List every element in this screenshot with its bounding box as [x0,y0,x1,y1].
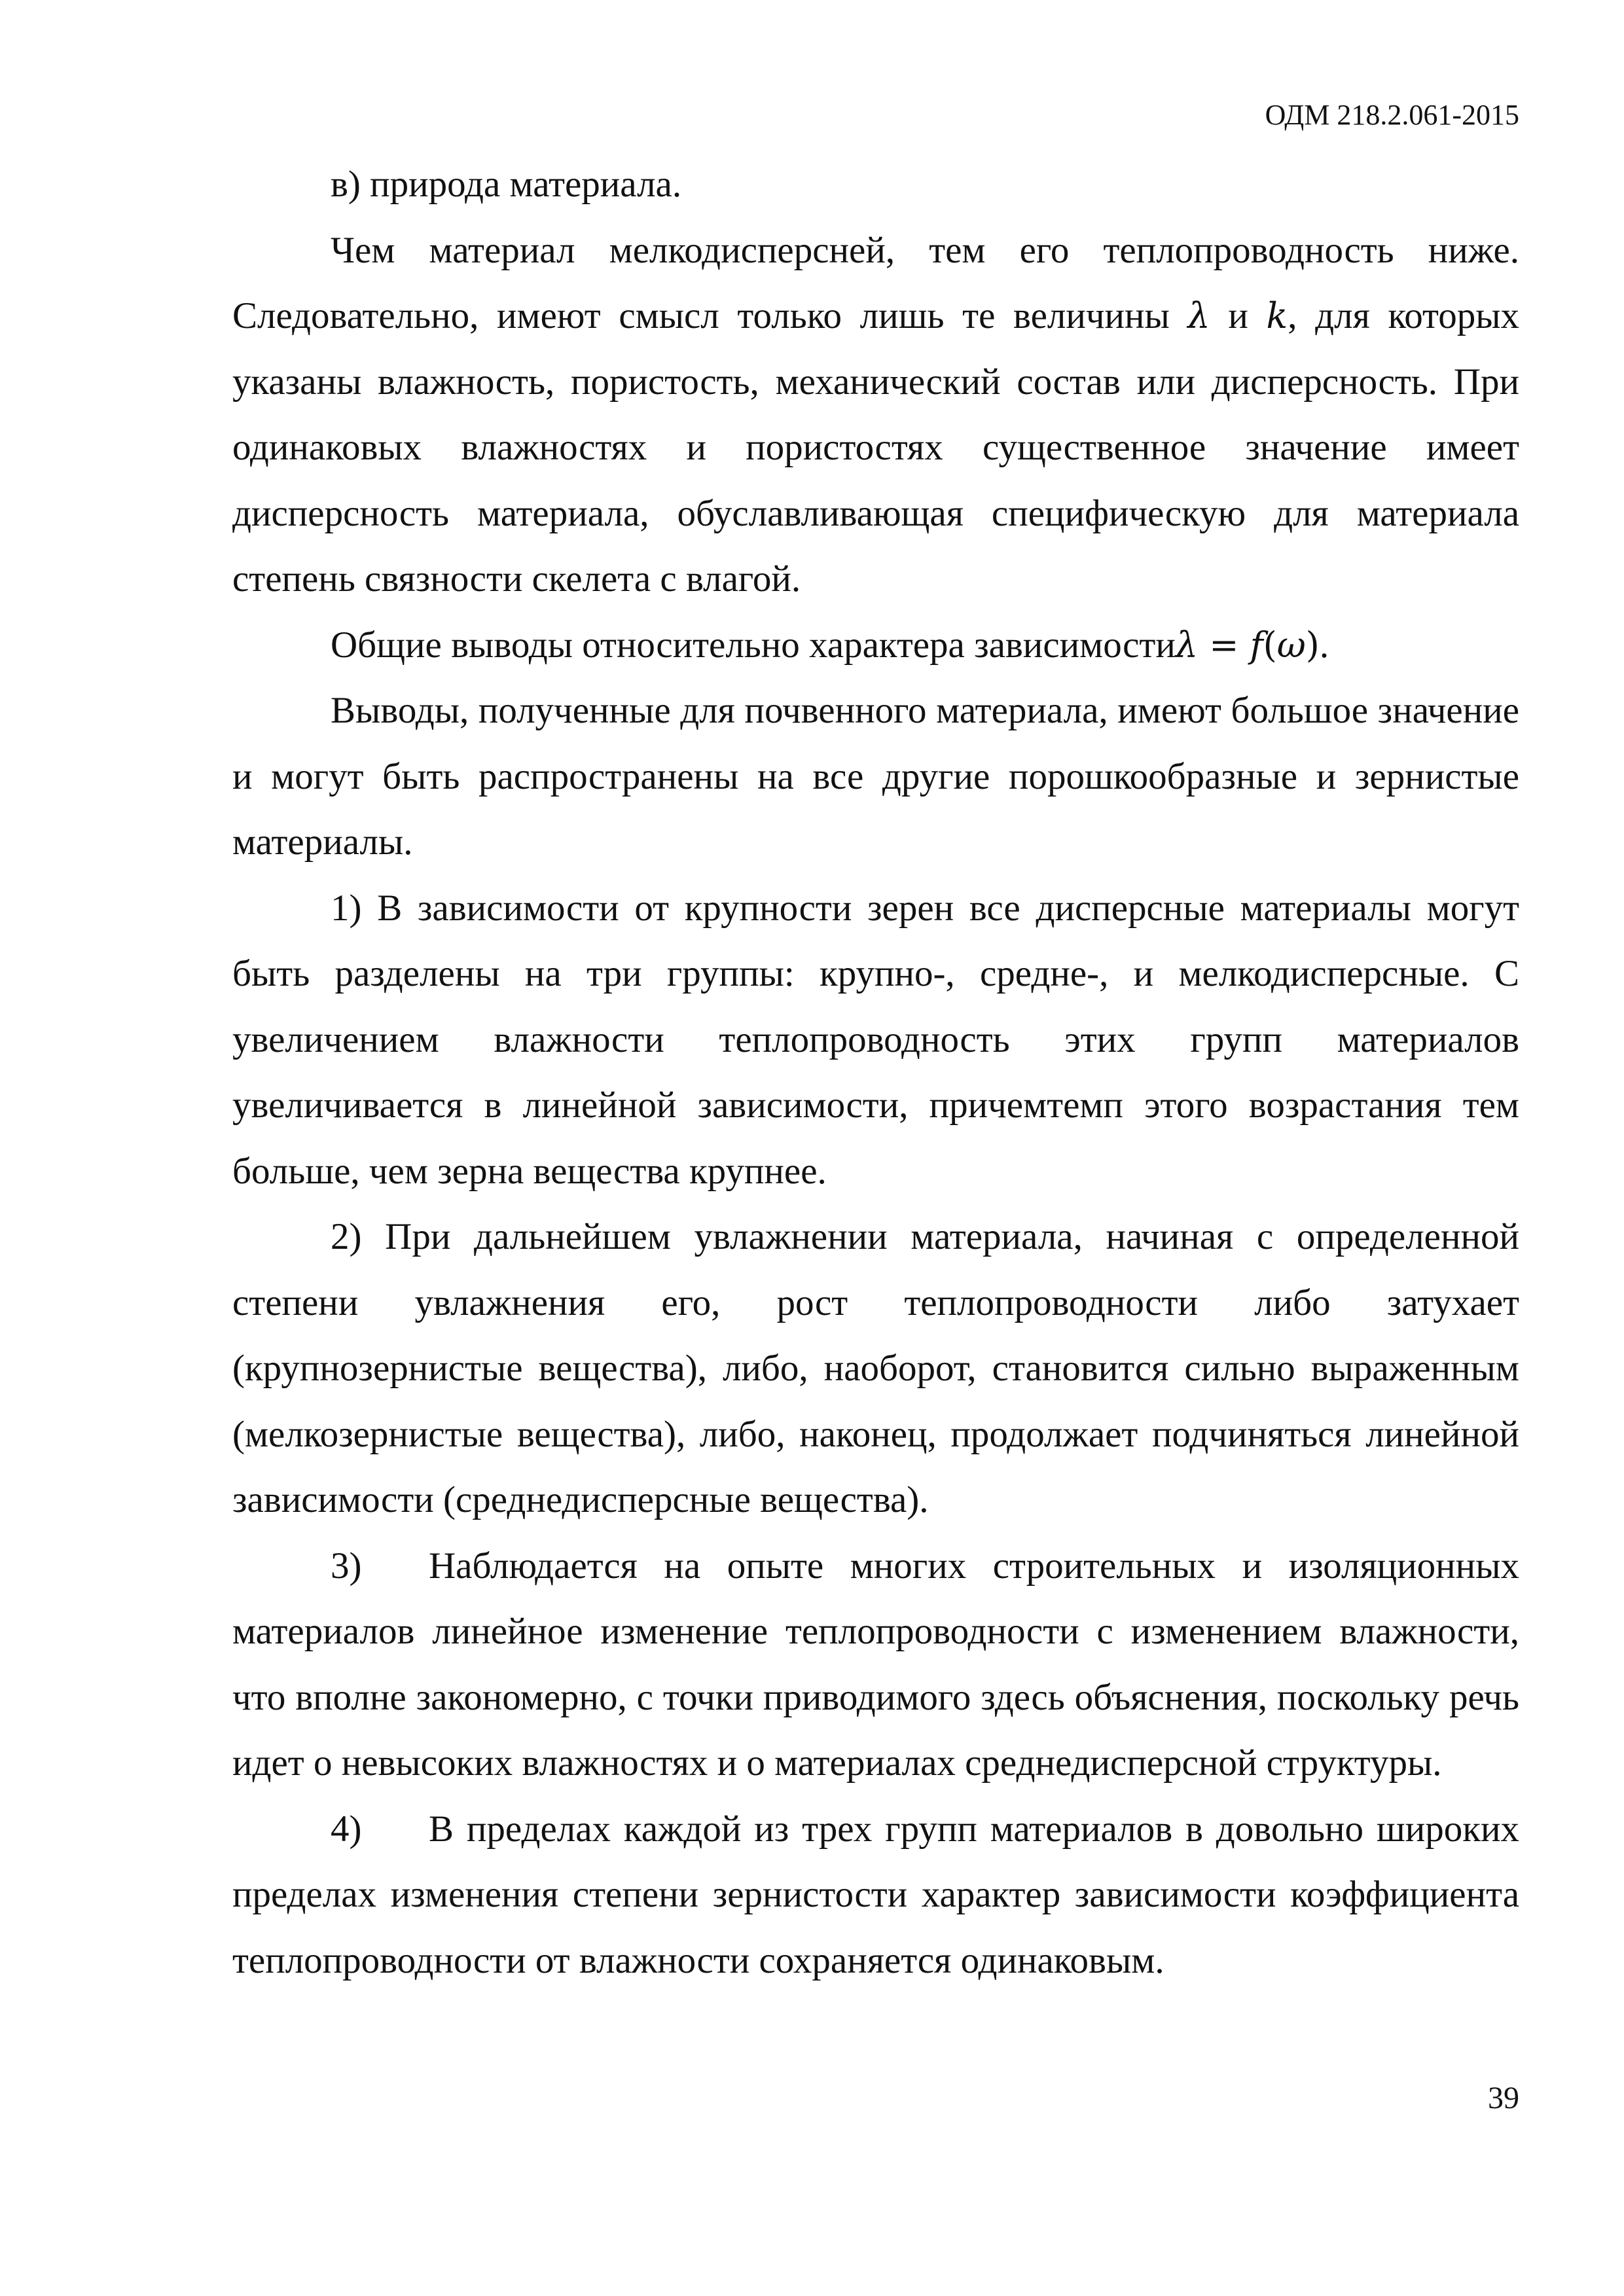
page-number: 39 [1488,2081,1519,2115]
list-item-3 [232,1534,1519,1797]
general-conclusions-text: Общие выводы относительно характера зависимости [331,624,1176,666]
formula-close-paren: ) [1305,624,1320,666]
conjunction-and: и [1210,295,1267,336]
paragraph-dispersion [232,218,1519,613]
paragraph-general-conclusions [232,613,1519,679]
list-item-1: 1) В зависимости от крупности зерен все дисперсные материалы могут быть разделены на три группы: крупно-, средне-, и мелкодисперсные. С увеличением влажности теплопроводность этих групп материалов увеличивается в линейной зависимости, причемтемп этого возрастания тем больше, чем зерна вещества крупнее. [232,887,1519,1192]
list-item-3-text: Наблюдается на опыте многих строительных и изоляционных материалов линейное изменение теплопроводности с изменением влажности, что вполне закономерно, с точки приводимого здесь объяснения, поскольку речь идет о невысоких влажностях и о материалах среднедисперсной структуры. [232,1545,1519,1784]
formula-lambda: λ [1175,624,1199,666]
formula-omega: ω [1276,624,1306,666]
list-item-2: 2) При дальнейшем увлажнении материала, начиная с определенной степени увлажнения его, рост теплопроводности либо затухает (крупнозернистые вещества), либо, наоборот, становится сильно выраженным (мелкозернистые вещества), либо, наконец, продолжает подчиняться линейной зависимости (среднедисперсные вещества). [232,1216,1519,1520]
list-item-3-number: 3) [331,1545,362,1587]
list-item-4-text: В пределах каждой из трех групп материалов в довольно широких пределах изменения степени зернистости характер зависимости коэффициента теплопроводности от влажности сохраняется одинаковым. [232,1808,1519,1981]
paragraph-dispersion-text-1: Чем материал мелкодисперсней, тем его теплопроводность ниже. Следовательно, имеют смысл только лишь те величины [232,229,1519,336]
formula-equals: = [1198,624,1250,666]
paragraph-material-nature: в) природа материала. [331,164,682,205]
formula-open-paren: ( [1263,624,1277,666]
k-symbol: k [1266,295,1288,336]
list-item-4-number: 4) [331,1808,362,1850]
formula-period: . [1319,624,1329,666]
formula-f: f [1250,624,1263,666]
body-text [232,152,1519,1994]
list-item-4 [232,1797,1519,1994]
paragraph-soil-conclusions: Выводы, полученные для почвенного материала, имеют большое значение и могут быть распространены на все другие порошкообразные и зернистые материалы. [232,690,1519,863]
lambda-symbol: λ [1187,295,1210,336]
document-code: ОДМ 218.2.061-2015 [1265,99,1519,131]
paragraph-dispersion-text-2: , для которых указаны влажность, пористость, механический состав или дисперсность. При одинаковых влажностях и пористостях существенное значение имеет дисперсность материала, обуславливающая специфическую для материала степень связности скелета с влагой. [232,295,1519,600]
